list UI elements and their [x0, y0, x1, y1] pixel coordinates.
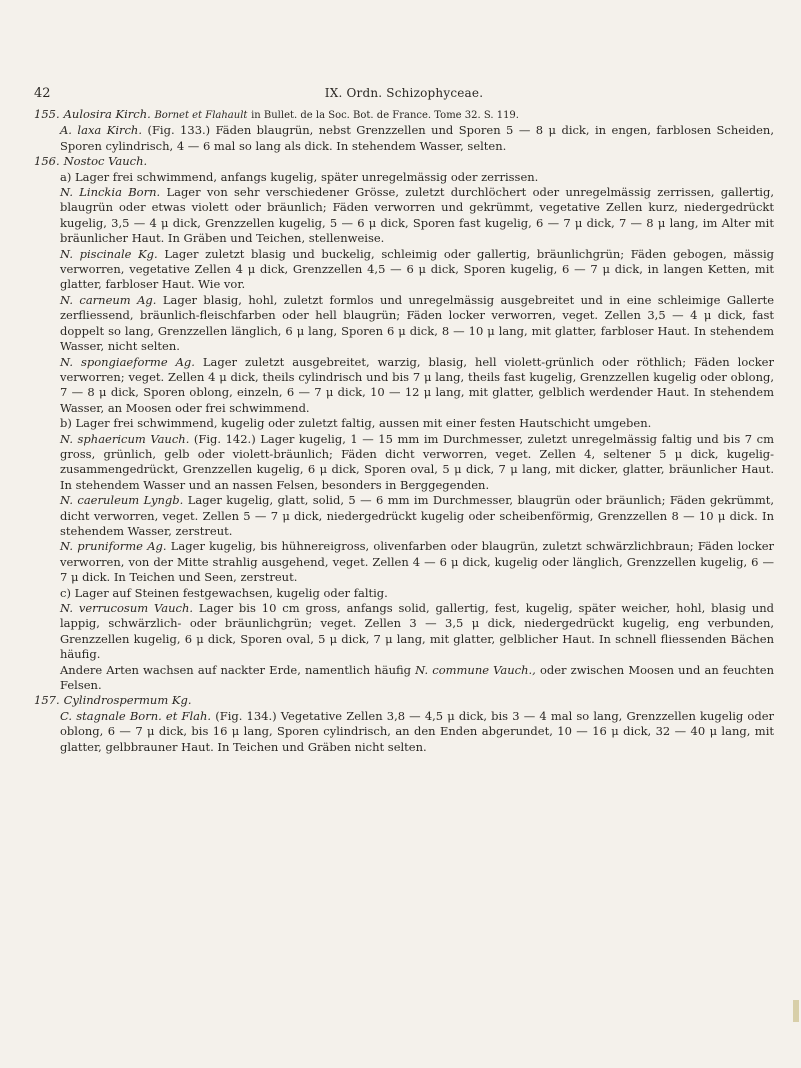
species-name: C. stagnale Born. et Flah. [60, 708, 212, 723]
page-edge-mark [793, 1000, 799, 1022]
running-head: IX. Ordn. Schizophyceae. [324, 86, 484, 100]
species-entry [34, 432, 774, 494]
species-entry [34, 293, 774, 355]
species-description: Lager von sehr verschiedener Grösse, zuletzt durchlöchert oder unregelmässig zerrissen, gallertig, blaugrün oder etwas violett oder bräunlich; Fäden verworren und gekrümmt, vegetative Zellen kurz, niedergedrückt kugelig, 3,5 — 4 μ dick, Grenzzellen kugelig, 5 — 6 μ dick, Sporen fast kugelig, 6 — 7 μ dick, 7 — 8 μ lang, im Alter mit bräunlicher Haut. In Gräben und Teichen, stellenweise. [60, 185, 774, 246]
species-description: Lager bis 10 cm gross, anfangs solid, gallertig, fest, kugelig, später weicher, hohl, blasig und lappig, schwärzlich- oder bräunlichgrün; veget. Zellen 3 — 3,5 μ dick, niedergedrückt kugelig, eng verbunden, Grenzzellen kugelig, 6 μ dick, Sporen oval, 5 μ dick, 7 μ lang, mit glatter, gelblicher Haut. In schnell fliessenden Bächen häufig. [60, 601, 774, 662]
page-body [34, 107, 774, 755]
note-text: oder zwischen Moosen und an feuchten Felsen. [60, 662, 775, 693]
species-name: N. pruniforme Ag. [60, 539, 167, 554]
species-description: Lager kugelig, glatt, solid, 5 — 6 mm im Durchmesser, blaugrün oder bräunlich; Fäden gekrümmt, dicht verworren, veget. Zellen 5 — 7 μ dick, niedergedrückt kugelig oder scheibenförmig, Grenzzellen 8 — 10 μ dick. In stehendem Wasser, zerstreut. [60, 493, 775, 538]
species-name: N. sphaericum Vauch. [60, 431, 190, 446]
species-entry [34, 601, 774, 663]
species-description: (Fig. 133.) Fäden blaugrün, nebst Grenzzellen und Sporen 5 — 8 μ dick, in engen, farblosen Scheiden, Sporen cylindrisch, 4 — 6 mal so lang als dick. In stehendem Wasser, selten. [60, 123, 774, 153]
species-entry [34, 355, 774, 417]
genus-entry-155 [34, 107, 774, 123]
group-heading-a: a) Lager frei schwimmend, anfangs kugelig, später unregelmässig oder zerrissen. [60, 169, 539, 184]
species-name: A. laxa Kirch. [60, 123, 142, 138]
genus-name: Nostoc Vauch. [63, 154, 148, 169]
page-header [34, 86, 774, 106]
additional-note [34, 663, 774, 694]
species-name: N. verrucosum Vauch. [60, 601, 194, 615]
species-description: Lager kugelig, bis hühnereigross, olivenfarben oder blaugrün, zuletzt schwärzlichbraun; Fäden locker verworren, von der Mitte strahlig ausgehend, veget. Zellen 4 — 6 μ dick, kugelig oder länglich, Grenzzellen kugelig, 6 — 7 μ dick. In Teichen und Seen, zerstreut. [60, 539, 775, 585]
species-entry [34, 709, 774, 755]
species-name: N. piscinale Kg. [60, 246, 158, 261]
genus-name: Aulosira Kirch. [63, 107, 151, 121]
entry-number: 157. [34, 693, 60, 708]
species-name: N. caeruleum Lyngb. [60, 493, 184, 508]
page-number: 42 [34, 86, 51, 101]
species-description: Lager zuletzt blasig und buckelig, schleimig oder gallertig, bräunlichgrün; Fäden gebogen, mässig verworren, vegetative Zellen 4 μ dick, Grenzzellen 4,5 — 6 μ dick, Sporen kugelig, 6 — 7 μ dick, in langen Ketten, mit glatter, farbloser Haut. Wie vor. [60, 246, 774, 292]
species-description: (Fig. 134.) Vegetative Zellen 3,8 — 4,5 μ dick, bis 3 — 4 mal so lang, Grenzzellen kugelig oder oblong, 6 — 7 μ dick, bis 16 μ lang, Sporen cylindrisch, an den Enden abgerundet, 10 — 16 μ dick, 32 — 40 μ lang, mit glatter, gelbbrauner Haut. In Teichen und Gräben nicht selten. [60, 708, 775, 754]
species-description: Lager zuletzt ausgebreitet, warzig, blasig, hell violett-grünlich oder röthlich; Fäden locker verworren; veget. Zellen 4 μ dick, theils cylindrisch und bis 7 μ lang, theils fast kugelig, Grenzzellen kugelig oder oblong, 7 — 8 μ dick, Sporen oblong, einzeln, 6 — 7 μ dick, 10 — 12 μ lang, mit glatter, gelblich werdender Haut. In stehendem Wasser, an Moosen oder frei schwimmend. [60, 354, 774, 415]
species-entry [34, 247, 774, 293]
entry-number: 155. [34, 107, 60, 121]
genus-entry-156 [34, 154, 774, 169]
species-entry [34, 123, 774, 154]
group-heading-b: b) Lager frei schwimmend, kugelig oder zuletzt faltig, aussen mit einer festen Hautschicht umgeben. [60, 416, 652, 431]
citation-source: in Bullet. de la Soc. Bot. de France. Tome 32. S. 119. [251, 110, 519, 121]
species-name: N. spongiaeforme Ag. [60, 354, 195, 369]
group-heading-c: c) Lager auf Steinen festgewachsen, kugelig oder faltig. [60, 585, 388, 600]
genus-entry-157 [34, 693, 774, 708]
species-name: N. Linckia Born. [60, 185, 161, 200]
note-text: Andere Arten wachsen auf nackter Erde, namentlich häufig [60, 662, 412, 677]
species-entry [34, 539, 774, 585]
species-description: Lager blasig, hohl, zuletzt formlos und unregelmässig ausgebreitet und in eine schleimige Gallerte zerfliessend, bräunlich-fleischfarben oder hell blaugrün; Fäden locker verworren, veget. Zellen 3,5 — 4 μ dick, fast doppelt so lang, Grenzzellen länglich, 6 μ lang, Sporen 6 μ dick, 8 — 10 μ lang, mit glatter, farbloser Haut. In stehendem Wasser, nicht selten. [60, 292, 774, 354]
species-description: (Fig. 142.) Lager kugelig, 1 — 15 mm im Durchmesser, zuletzt unregelmässig faltig und bis 7 cm gross, grünlich, gelb oder violett-bräunlich; Fäden dicht verworren, veget. Zellen 4, seltener 5 μ dick, kugelig-zusammengedrückt, Grenzzellen kugelig, 6 μ dick, Sporen oval, 5 μ dick, 7 μ lang, mit dicker, glatter, bräunlicher Haut. In stehendem Wasser und an nassen Felsen, besonders in Berggegenden. [60, 431, 774, 492]
species-name: N. commune Vauch., [415, 662, 536, 677]
citation-authors: Bornet et Flahault [154, 110, 248, 121]
entry-number: 156. [34, 154, 60, 169]
genus-name: Cylindrospermum Kg. [63, 693, 192, 708]
species-name: N. carneum Ag. [60, 292, 157, 307]
species-entry [34, 493, 774, 539]
species-entry [34, 185, 774, 247]
